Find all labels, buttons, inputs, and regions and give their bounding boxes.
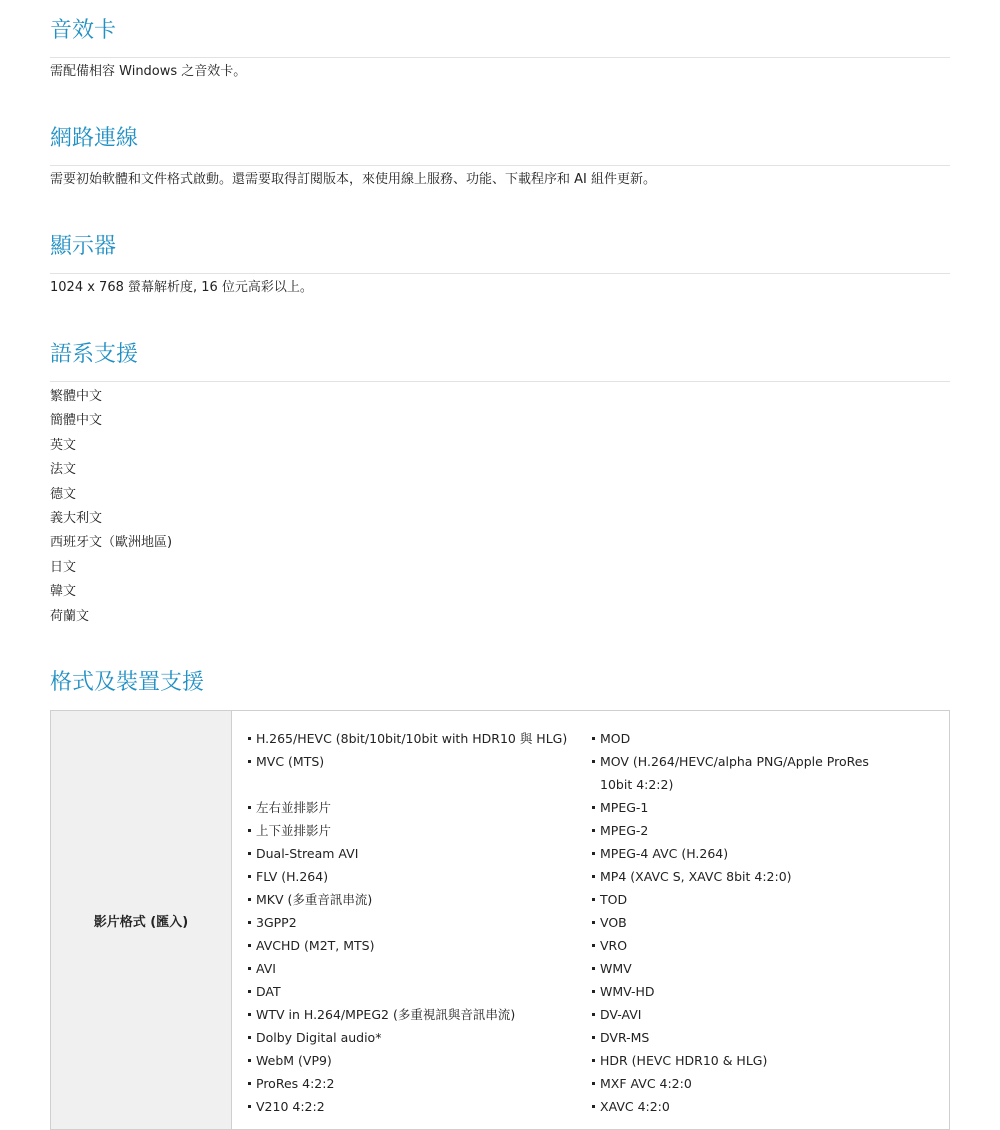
- format-column-left: [248, 727, 578, 1118]
- format-item: WebM (VP9): [248, 1049, 578, 1072]
- format-item: DAT: [248, 980, 578, 1003]
- format-list-left: [248, 727, 578, 1118]
- sound-card-title: 音效卡: [50, 18, 117, 43]
- language-item: 義大利文: [50, 510, 103, 526]
- section-divider: [50, 165, 950, 166]
- format-item: MVC (MTS): [248, 750, 578, 773]
- formats-title: 格式及裝置支援: [50, 670, 205, 695]
- video-import-cell: [232, 711, 949, 1129]
- display-title: 顯示器: [50, 234, 117, 259]
- format-item: 左右並排影片: [248, 796, 578, 819]
- format-item: HDR (HEVC HDR10 & HLG): [592, 1049, 902, 1072]
- network-section: [50, 124, 950, 189]
- format-item: AVCHD (M2T, MTS): [248, 934, 578, 957]
- section-divider: [50, 381, 950, 382]
- format-column-right: [592, 727, 902, 1118]
- format-item: WMV-HD: [592, 980, 902, 1003]
- video-import-header: 影片格式 (匯入): [51, 711, 232, 1129]
- language-item: 韓文: [50, 584, 77, 600]
- format-item: DV-AVI: [592, 1003, 902, 1026]
- language-item: 荷蘭文: [50, 608, 90, 624]
- display-section: [50, 232, 950, 297]
- format-item: MP4 (XAVC S, XAVC 8bit 4:2:0): [592, 865, 902, 888]
- language-item: 英文: [50, 437, 77, 453]
- language-item: 德文: [50, 486, 77, 502]
- format-item: ProRes 4:2:2: [248, 1072, 578, 1095]
- format-item: WTV in H.264/MPEG2 (多重視訊與音訊串流): [248, 1003, 578, 1026]
- format-item: MXF AVC 4:2:0: [592, 1072, 902, 1095]
- format-item: VRO: [592, 934, 902, 957]
- format-item: [248, 773, 578, 796]
- format-item: MPEG-4 AVC (H.264): [592, 842, 902, 865]
- language-list: [50, 385, 950, 629]
- format-item: XAVC 4:2:0: [592, 1095, 902, 1118]
- format-list-right: [592, 727, 902, 1118]
- format-item: WMV: [592, 957, 902, 980]
- language-item: 日文: [50, 559, 77, 575]
- display-text: 1024 x 768 螢幕解析度, 16 位元高彩以上。: [50, 280, 313, 295]
- format-item: H.265/HEVC (8bit/10bit/10bit with HDR10 與 HLG): [248, 727, 578, 750]
- format-item: MOD: [592, 727, 902, 750]
- format-item: DVR-MS: [592, 1026, 902, 1049]
- network-text: 需要初始軟體和文件格式啟動。還需要取得訂閱版本，來使用線上服務、功能、下載程序和 AI 組件更新。: [50, 172, 656, 187]
- sound-card-section: [50, 16, 950, 81]
- language-item: 繁體中文: [50, 389, 103, 404]
- format-item: V210 4:2:2: [248, 1095, 578, 1118]
- format-item: 上下並排影片: [248, 819, 578, 842]
- network-title: 網路連線: [50, 126, 139, 151]
- format-item: Dual-Stream AVI: [248, 842, 578, 865]
- section-divider: [50, 273, 950, 274]
- format-item: MPEG-1: [592, 796, 902, 819]
- languages-title: 語系支援: [50, 342, 139, 367]
- format-item: VOB: [592, 911, 902, 934]
- format-item: FLV (H.264): [248, 865, 578, 888]
- format-item: AVI: [248, 957, 578, 980]
- language-item: 西班牙文（歐洲地區): [50, 535, 173, 551]
- sound-card-text: 需配備相容 Windows 之音效卡。: [50, 64, 247, 79]
- section-divider: [50, 57, 950, 58]
- format-item: Dolby Digital audio*: [248, 1026, 578, 1049]
- language-item: 簡體中文: [50, 413, 103, 429]
- formats-section: [50, 668, 950, 698]
- formats-table: [50, 710, 950, 1130]
- format-item: MOV (H.264/HEVC/alpha PNG/Apple ProRes 10bit 4:2:2): [592, 750, 902, 796]
- language-item: 法文: [50, 462, 77, 478]
- format-item: MPEG-2: [592, 819, 902, 842]
- format-item: MKV (多重音訊串流): [248, 888, 578, 911]
- format-item: TOD: [592, 888, 902, 911]
- languages-section: [50, 340, 950, 629]
- format-item: 3GPP2: [248, 911, 578, 934]
